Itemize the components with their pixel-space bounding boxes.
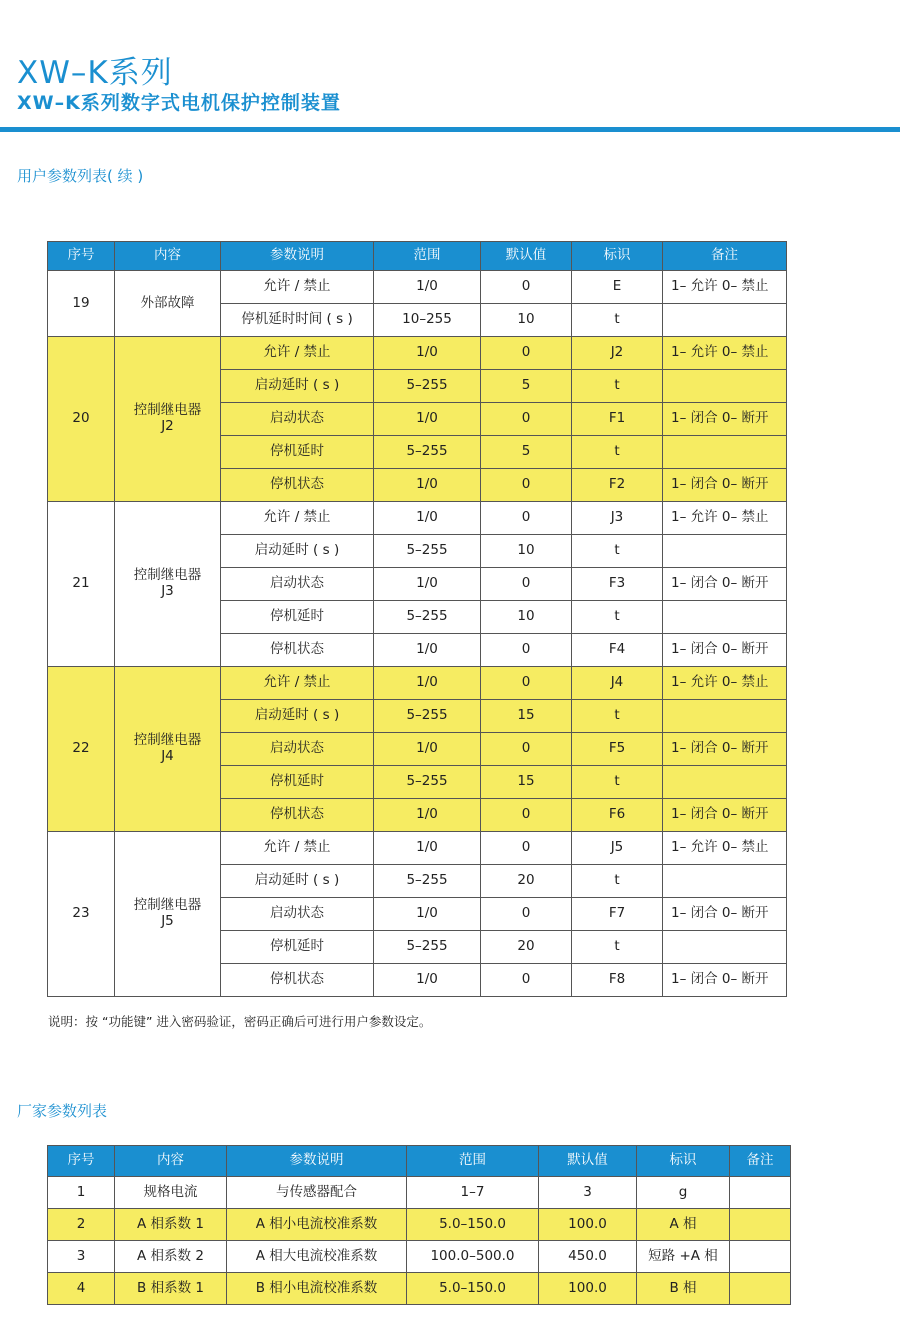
- range-cell: 5–255: [374, 865, 481, 898]
- param-cell: 停机状态: [221, 964, 374, 997]
- row-number-cell: 21: [48, 502, 115, 667]
- table-header-row: [48, 242, 787, 271]
- row-content-cell: 控制继电器 J5: [115, 832, 221, 997]
- col-header-param: 参数说明: [227, 1146, 407, 1177]
- row-number-cell: 2: [48, 1209, 115, 1241]
- default-cell: 20: [481, 865, 572, 898]
- note-cell: [663, 436, 787, 469]
- param-cell: 启动状态: [221, 733, 374, 766]
- param-cell: 允许 / 禁止: [221, 502, 374, 535]
- table-row: [48, 1177, 791, 1209]
- note-cell: 1– 闭合 0– 断开: [663, 898, 787, 931]
- row-number-cell: 1: [48, 1177, 115, 1209]
- id-cell: F3: [572, 568, 663, 601]
- note-cell: 1– 闭合 0– 断开: [663, 964, 787, 997]
- id-cell: F5: [572, 733, 663, 766]
- param-cell: 停机延时: [221, 766, 374, 799]
- default-cell: 450.0: [539, 1241, 637, 1273]
- id-cell: t: [572, 766, 663, 799]
- range-cell: 1/0: [374, 469, 481, 502]
- id-cell: F8: [572, 964, 663, 997]
- note-cell: [730, 1209, 791, 1241]
- note-cell: 1– 闭合 0– 断开: [663, 799, 787, 832]
- table-row: [48, 337, 787, 370]
- note-cell: [663, 865, 787, 898]
- note-cell: [730, 1241, 791, 1273]
- id-cell: B 相: [637, 1273, 730, 1305]
- table-caption: 说明：按 “功能键” 进入密码验证，密码正确后可进行用户参数设定。: [48, 1014, 432, 1029]
- row-content-cell: 控制继电器 J2: [115, 337, 221, 502]
- range-cell: 1/0: [374, 667, 481, 700]
- default-cell: 15: [481, 700, 572, 733]
- col-header-content: 内容: [115, 242, 221, 271]
- row-content-cell: A 相系数 2: [115, 1241, 227, 1273]
- default-cell: 0: [481, 667, 572, 700]
- id-cell: J5: [572, 832, 663, 865]
- range-cell: 10–255: [374, 304, 481, 337]
- note-cell: 1– 闭合 0– 断开: [663, 733, 787, 766]
- param-cell: 停机状态: [221, 469, 374, 502]
- id-cell: F2: [572, 469, 663, 502]
- range-cell: 1/0: [374, 337, 481, 370]
- id-cell: t: [572, 601, 663, 634]
- col-header-range: 范围: [374, 242, 481, 271]
- default-cell: 0: [481, 337, 572, 370]
- range-cell: 1/0: [374, 898, 481, 931]
- param-cell: 与传感器配合: [227, 1177, 407, 1209]
- note-cell: 1– 闭合 0– 断开: [663, 403, 787, 436]
- col-header-id: 标识: [637, 1146, 730, 1177]
- table-row: [48, 271, 787, 304]
- default-cell: 100.0: [539, 1273, 637, 1305]
- default-cell: 5: [481, 436, 572, 469]
- param-cell: 启动状态: [221, 568, 374, 601]
- param-cell: 停机延时: [221, 931, 374, 964]
- table-row: [48, 832, 787, 865]
- header-divider: [0, 127, 900, 132]
- id-cell: 短路 +A 相: [637, 1241, 730, 1273]
- table-row: [48, 1273, 791, 1305]
- id-cell: F1: [572, 403, 663, 436]
- row-content-cell: 控制继电器 J4: [115, 667, 221, 832]
- id-cell: t: [572, 700, 663, 733]
- note-cell: [663, 700, 787, 733]
- param-cell: 停机延时: [221, 601, 374, 634]
- note-cell: 1– 闭合 0– 断开: [663, 568, 787, 601]
- note-cell: [663, 535, 787, 568]
- note-cell: 1– 闭合 0– 断开: [663, 634, 787, 667]
- default-cell: 15: [481, 766, 572, 799]
- param-cell: 停机状态: [221, 799, 374, 832]
- param-cell: 启动状态: [221, 403, 374, 436]
- default-cell: 0: [481, 733, 572, 766]
- default-cell: 5: [481, 370, 572, 403]
- range-cell: 5.0–150.0: [407, 1209, 539, 1241]
- note-cell: 1– 闭合 0– 断开: [663, 469, 787, 502]
- user-params-table: [47, 241, 787, 997]
- default-cell: 10: [481, 601, 572, 634]
- table-row: [48, 1241, 791, 1273]
- id-cell: F6: [572, 799, 663, 832]
- note-cell: 1– 允许 0– 禁止: [663, 271, 787, 304]
- col-header-content: 内容: [115, 1146, 227, 1177]
- range-cell: 1/0: [374, 733, 481, 766]
- range-cell: 1/0: [374, 568, 481, 601]
- default-cell: 0: [481, 502, 572, 535]
- param-cell: 停机状态: [221, 634, 374, 667]
- range-cell: 5–255: [374, 436, 481, 469]
- note-cell: [663, 931, 787, 964]
- id-cell: E: [572, 271, 663, 304]
- param-cell: A 相小电流校准系数: [227, 1209, 407, 1241]
- note-cell: 1– 允许 0– 禁止: [663, 337, 787, 370]
- col-header-note: 备注: [730, 1146, 791, 1177]
- note-cell: 1– 允许 0– 禁止: [663, 502, 787, 535]
- param-cell: 允许 / 禁止: [221, 337, 374, 370]
- product-subtitle: XW–K系列数字式电机保护控制装置: [17, 92, 341, 114]
- range-cell: 5–255: [374, 370, 481, 403]
- row-content-cell: A 相系数 1: [115, 1209, 227, 1241]
- range-cell: 1/0: [374, 964, 481, 997]
- row-number-cell: 23: [48, 832, 115, 997]
- default-cell: 0: [481, 964, 572, 997]
- default-cell: 0: [481, 832, 572, 865]
- default-cell: 0: [481, 568, 572, 601]
- row-content-cell: 控制继电器 J3: [115, 502, 221, 667]
- range-cell: 1/0: [374, 403, 481, 436]
- param-cell: 停机延时: [221, 436, 374, 469]
- col-header-no: 序号: [48, 242, 115, 271]
- row-content-cell: B 相系数 1: [115, 1273, 227, 1305]
- default-cell: 0: [481, 271, 572, 304]
- default-cell: 0: [481, 403, 572, 436]
- id-cell: J4: [572, 667, 663, 700]
- default-cell: 0: [481, 898, 572, 931]
- row-content-cell: 外部故障: [115, 271, 221, 337]
- range-cell: 1/0: [374, 271, 481, 304]
- col-header-id: 标识: [572, 242, 663, 271]
- param-cell: 允许 / 禁止: [221, 832, 374, 865]
- range-cell: 1/0: [374, 832, 481, 865]
- param-cell: 启动延时 ( s ): [221, 370, 374, 403]
- param-cell: 启动延时 ( s ): [221, 700, 374, 733]
- factory-params-table: [47, 1145, 791, 1305]
- param-cell: 启动延时 ( s ): [221, 865, 374, 898]
- factory-params-section-title: 厂家参数列表: [17, 1102, 108, 1120]
- range-cell: 5–255: [374, 766, 481, 799]
- default-cell: 0: [481, 469, 572, 502]
- note-cell: [730, 1177, 791, 1209]
- note-cell: [663, 766, 787, 799]
- default-cell: 3: [539, 1177, 637, 1209]
- user-params-section-title: 用户参数列表( 续 ): [17, 167, 144, 185]
- row-content-cell: 规格电流: [115, 1177, 227, 1209]
- col-header-default: 默认值: [539, 1146, 637, 1177]
- default-cell: 20: [481, 931, 572, 964]
- param-cell: A 相大电流校准系数: [227, 1241, 407, 1273]
- range-cell: 1/0: [374, 799, 481, 832]
- default-cell: 0: [481, 634, 572, 667]
- row-number-cell: 4: [48, 1273, 115, 1305]
- range-cell: 5.0–150.0: [407, 1273, 539, 1305]
- param-cell: 启动延时 ( s ): [221, 535, 374, 568]
- range-cell: 100.0–500.0: [407, 1241, 539, 1273]
- col-header-default: 默认值: [481, 242, 572, 271]
- col-header-no: 序号: [48, 1146, 115, 1177]
- table-row: [48, 1209, 791, 1241]
- id-cell: t: [572, 304, 663, 337]
- table-header-row: [48, 1146, 791, 1177]
- id-cell: F4: [572, 634, 663, 667]
- note-cell: [663, 601, 787, 634]
- id-cell: t: [572, 436, 663, 469]
- row-number-cell: 22: [48, 667, 115, 832]
- range-cell: 5–255: [374, 931, 481, 964]
- param-cell: 启动状态: [221, 898, 374, 931]
- default-cell: 10: [481, 535, 572, 568]
- col-header-param: 参数说明: [221, 242, 374, 271]
- default-cell: 100.0: [539, 1209, 637, 1241]
- id-cell: J3: [572, 502, 663, 535]
- row-number-cell: 3: [48, 1241, 115, 1273]
- table-row: [48, 667, 787, 700]
- id-cell: t: [572, 865, 663, 898]
- table-row: [48, 502, 787, 535]
- note-cell: [730, 1273, 791, 1305]
- col-header-note: 备注: [663, 242, 787, 271]
- param-cell: B 相小电流校准系数: [227, 1273, 407, 1305]
- series-title: XW–K系列: [17, 55, 173, 91]
- id-cell: t: [572, 370, 663, 403]
- range-cell: 5–255: [374, 601, 481, 634]
- id-cell: J2: [572, 337, 663, 370]
- default-cell: 10: [481, 304, 572, 337]
- range-cell: 1/0: [374, 634, 481, 667]
- note-cell: [663, 304, 787, 337]
- id-cell: t: [572, 535, 663, 568]
- row-number-cell: 20: [48, 337, 115, 502]
- id-cell: g: [637, 1177, 730, 1209]
- note-cell: [663, 370, 787, 403]
- col-header-range: 范围: [407, 1146, 539, 1177]
- param-cell: 允许 / 禁止: [221, 271, 374, 304]
- range-cell: 1/0: [374, 502, 481, 535]
- range-cell: 5–255: [374, 700, 481, 733]
- param-cell: 停机延时时间 ( s ): [221, 304, 374, 337]
- id-cell: F7: [572, 898, 663, 931]
- note-cell: 1– 允许 0– 禁止: [663, 667, 787, 700]
- param-cell: 允许 / 禁止: [221, 667, 374, 700]
- id-cell: t: [572, 931, 663, 964]
- note-cell: 1– 允许 0– 禁止: [663, 832, 787, 865]
- default-cell: 0: [481, 799, 572, 832]
- range-cell: 5–255: [374, 535, 481, 568]
- range-cell: 1–7: [407, 1177, 539, 1209]
- row-number-cell: 19: [48, 271, 115, 337]
- id-cell: A 相: [637, 1209, 730, 1241]
